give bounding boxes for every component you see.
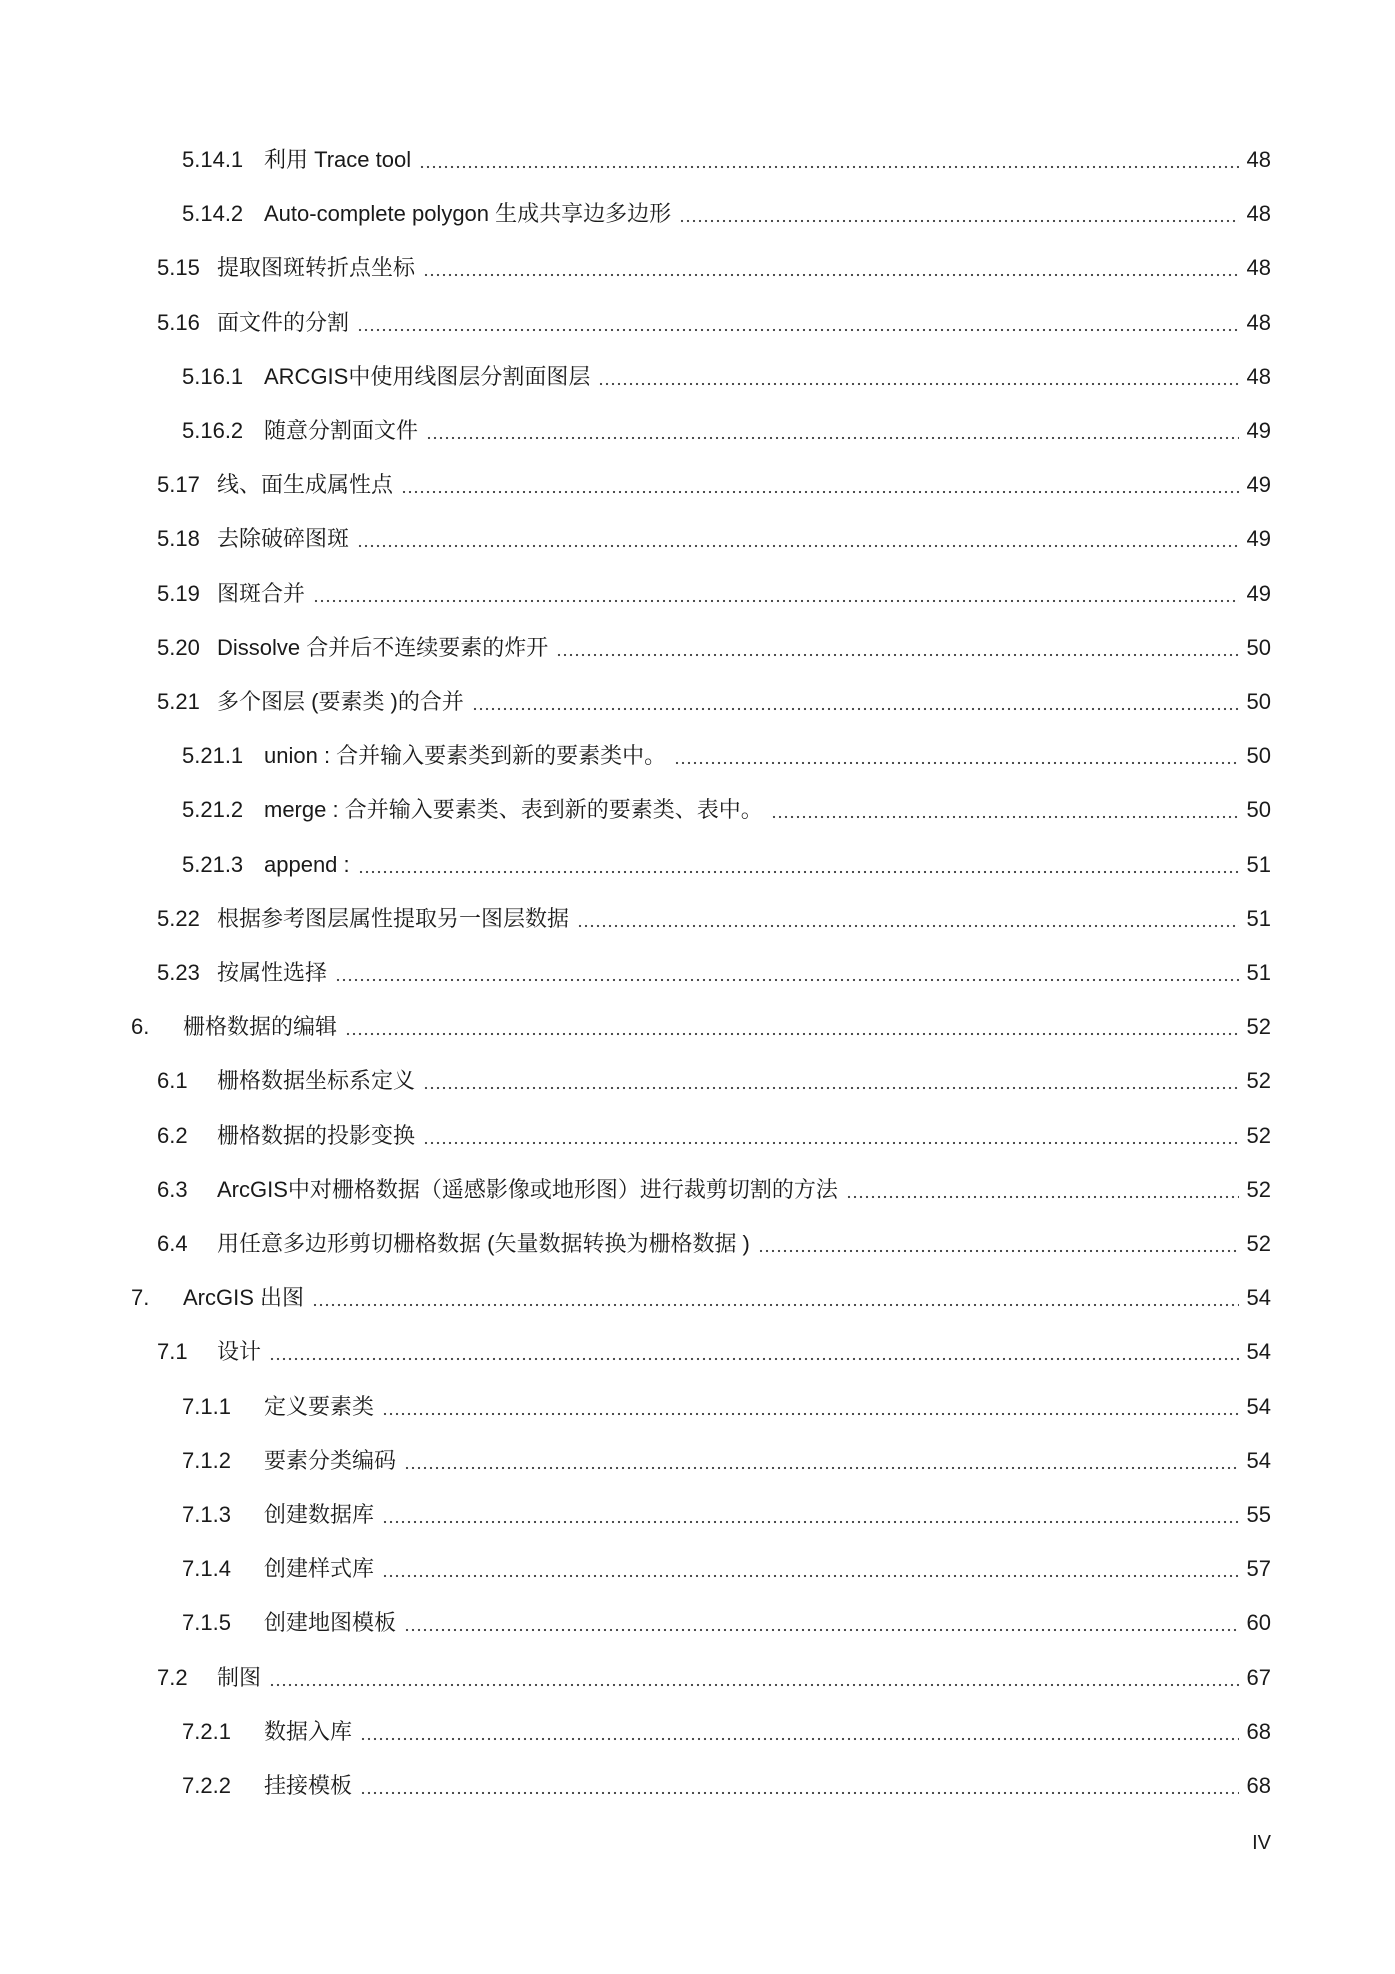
toc-entry-number: 6.2 [157, 1122, 188, 1148]
toc-entry[interactable] [157, 574, 1271, 614]
toc-entry[interactable] [157, 465, 1271, 505]
toc-entry-title: 用任意多边形剪切栅格数据 (矢量数据转换为栅格数据 ) [217, 1231, 750, 1256]
dot-leader [360, 1791, 1239, 1795]
toc-entry[interactable] [157, 899, 1271, 939]
toc-entry-number: 7.1 [157, 1339, 188, 1365]
toc-entry-page: 54 [1246, 1393, 1271, 1419]
toc-entry-title: 提取图斑转折点坐标 [217, 255, 416, 281]
toc-entry-title: 去除破碎图斑 [217, 526, 350, 552]
dot-leader [404, 1628, 1239, 1632]
toc-entry-title: 随意分割面文件 [264, 418, 419, 443]
toc-entry-number: 7.2.2 [182, 1773, 231, 1798]
toc-entry-page: 48 [1246, 363, 1271, 389]
toc-entry-title: 图斑合并 [217, 580, 306, 606]
toc-entry-page: 54 [1246, 1285, 1271, 1311]
toc-entry-number: 6. [131, 1014, 150, 1040]
toc-entry-number: 6.4 [157, 1231, 188, 1256]
toc-entry-page: 48 [1246, 255, 1271, 281]
toc-entry-number: 6.1 [157, 1068, 188, 1094]
toc-entry-number: 5.14.1 [182, 147, 244, 172]
toc-entry-title: 线、面生成属性点 [217, 472, 394, 498]
toc-entry-page: 51 [1246, 851, 1271, 877]
toc-entry-number: 7.1.3 [182, 1502, 231, 1527]
toc-entry-title: 创建数据库 [264, 1502, 375, 1527]
toc-entry-number: 5.21 [157, 689, 200, 714]
dot-leader [357, 328, 1239, 332]
toc-entry-page: 49 [1246, 580, 1271, 606]
toc-entry-title: Dissolve 合并后不连续要素的炸开 [217, 634, 549, 660]
toc-entry-title: 制图 [217, 1664, 262, 1690]
toc-entry-title: 定义要素类 [264, 1393, 375, 1419]
dot-leader [357, 544, 1239, 548]
dot-leader [423, 273, 1239, 277]
toc-entry-title: 挂接模板 [264, 1773, 353, 1798]
toc-entry-title: 栅格数据坐标系定义 [217, 1068, 416, 1094]
toc-entry[interactable] [182, 1495, 1271, 1535]
toc-entry[interactable] [182, 1441, 1271, 1481]
toc-entry-page: 48 [1246, 309, 1271, 335]
toc-entry-title: ArcGIS中对栅格数据（遥感影像或地形图）进行裁剪切割的方法 [217, 1176, 838, 1202]
dot-leader [771, 815, 1239, 819]
toc-entry-page: 57 [1246, 1556, 1271, 1582]
toc-entry[interactable] [182, 1712, 1271, 1752]
toc-entry-number: 5.16.1 [182, 363, 244, 389]
toc-entry-page: 52 [1246, 1122, 1271, 1148]
toc-entry-page: 50 [1246, 743, 1271, 769]
toc-entry-title: 栅格数据的投影变换 [217, 1122, 416, 1148]
toc-entry[interactable] [157, 682, 1271, 722]
dot-leader [758, 1249, 1239, 1253]
toc-entry-title: 创建样式库 [264, 1556, 375, 1582]
toc-entry-page: 48 [1246, 201, 1271, 227]
toc-entry-number: 7.2.1 [182, 1718, 231, 1744]
toc-entry-number: 7.1.5 [182, 1610, 231, 1636]
dot-leader [423, 1086, 1239, 1090]
toc-entry-page: 60 [1246, 1610, 1271, 1636]
toc-entry-number: 5.14.2 [182, 201, 244, 227]
toc-entry-title: union : 合并输入要素类到新的要素类中。 [264, 743, 667, 769]
dot-leader [472, 707, 1239, 711]
dot-leader [335, 978, 1239, 982]
toc-entry[interactable] [182, 1603, 1271, 1643]
toc-entry-title: 数据入库 [264, 1718, 353, 1744]
toc-entry[interactable] [157, 1061, 1271, 1101]
toc-entry-page: 51 [1246, 905, 1271, 931]
toc-entry-title: ArcGIS 出图 [183, 1285, 305, 1311]
toc-entry-page: 67 [1246, 1664, 1271, 1690]
toc-entry-page: 49 [1246, 418, 1271, 443]
dot-leader [401, 490, 1239, 494]
toc-entry-page: 54 [1246, 1339, 1271, 1365]
dot-leader [269, 1683, 1239, 1687]
dot-leader [577, 924, 1239, 928]
dot-leader [312, 1303, 1239, 1307]
toc-entry-number: 7.2 [157, 1664, 188, 1690]
toc-entry-page: 50 [1246, 689, 1271, 714]
toc-entry-title: 多个图层 (要素类 )的合并 [217, 689, 464, 714]
toc-entry-title: 根据参考图层属性提取另一图层数据 [217, 905, 570, 931]
toc-entry-number: 5.16.2 [182, 418, 244, 443]
toc-entry-number: 7.1.4 [182, 1556, 231, 1582]
toc-entry[interactable] [182, 1387, 1271, 1427]
toc-entry[interactable] [157, 519, 1271, 559]
toc-entry-number: 5.23 [157, 960, 200, 985]
dot-leader [404, 1466, 1239, 1470]
toc-entry-page: 68 [1246, 1718, 1271, 1744]
toc-entry-page: 55 [1246, 1502, 1271, 1527]
dot-leader [426, 436, 1239, 440]
toc-entry-number: 6.3 [157, 1176, 188, 1202]
toc-entry-number: 5.18 [157, 526, 200, 552]
toc-entry-number: 5.20 [157, 634, 200, 660]
toc-entry-title: 设计 [217, 1339, 262, 1365]
toc-entry[interactable] [182, 140, 1271, 180]
toc-entry[interactable] [182, 194, 1271, 234]
toc-entry-page: 54 [1246, 1447, 1271, 1473]
dot-leader [358, 870, 1239, 874]
toc-entry-title: 面文件的分割 [217, 309, 350, 335]
dot-leader [674, 761, 1239, 765]
dot-leader [382, 1574, 1239, 1578]
toc-entry[interactable] [157, 248, 1271, 288]
toc-entry-page: 48 [1246, 147, 1271, 172]
dot-leader [382, 1520, 1239, 1524]
toc-entry-title: 创建地图模板 [264, 1610, 397, 1636]
toc-entry-number: 5.15 [157, 255, 200, 281]
toc-entry[interactable] [131, 1007, 1271, 1047]
dot-leader [313, 599, 1239, 603]
toc-entry[interactable] [182, 790, 1271, 830]
toc-entry[interactable] [157, 1224, 1271, 1264]
toc-entry-title: append : [264, 851, 350, 877]
toc-entry-title: 栅格数据的编辑 [183, 1014, 338, 1040]
toc-entry-number: 5.22 [157, 905, 200, 931]
toc-entry-number: 5.17 [157, 472, 200, 498]
toc-entry-page: 50 [1246, 797, 1271, 823]
toc-entry[interactable] [157, 1116, 1271, 1156]
page-number: IV [1252, 1832, 1271, 1854]
toc-entry-number: 5.16 [157, 309, 200, 335]
toc-entry-number: 7.1.2 [182, 1447, 231, 1473]
toc-entry-page: 52 [1246, 1014, 1271, 1040]
toc-entry-page: 49 [1246, 472, 1271, 498]
toc-entry[interactable] [157, 1658, 1271, 1698]
dot-leader [419, 165, 1239, 169]
dot-leader [269, 1357, 1239, 1361]
toc-entry-title: 要素分类编码 [264, 1447, 397, 1473]
toc-entry-page: 52 [1246, 1068, 1271, 1094]
toc-entry-title: 按属性选择 [217, 960, 328, 985]
toc-entry[interactable] [182, 736, 1271, 776]
toc-entry[interactable] [157, 953, 1271, 993]
toc-entry-page: 50 [1246, 634, 1271, 660]
toc-entry-number: 7. [131, 1285, 150, 1311]
toc-entry-number: 5.21.3 [182, 851, 244, 877]
toc-entry-number: 7.1.1 [182, 1393, 231, 1419]
toc-entry[interactable] [182, 845, 1271, 885]
toc-entry[interactable] [182, 357, 1271, 397]
toc-entry[interactable] [131, 1278, 1271, 1318]
toc-entry-number: 5.21.2 [182, 797, 244, 823]
toc-entry[interactable] [157, 1332, 1271, 1372]
dot-leader [382, 1412, 1239, 1416]
toc-entry[interactable] [182, 1549, 1271, 1589]
dot-leader [556, 653, 1239, 657]
toc-entry-page: 49 [1246, 526, 1271, 552]
toc-entry-page: 51 [1246, 960, 1271, 985]
toc-entry[interactable] [157, 1170, 1271, 1210]
dot-leader [679, 219, 1239, 223]
dot-leader [598, 382, 1239, 386]
toc-entry-page: 68 [1246, 1773, 1271, 1798]
toc-entry-number: 5.21.1 [182, 743, 244, 769]
toc-entry-title: Auto-complete polygon 生成共享边多边形 [264, 201, 672, 227]
toc-entry-number: 5.19 [157, 580, 200, 606]
toc-entry-page: 52 [1246, 1231, 1271, 1256]
toc-entry-page: 52 [1246, 1176, 1271, 1202]
toc-entry-title: merge : 合并输入要素类、表到新的要素类、表中。 [264, 797, 763, 823]
toc-entry[interactable] [157, 303, 1271, 343]
toc-entry[interactable] [182, 1766, 1271, 1806]
toc-entry-title: 利用 Trace tool [264, 147, 412, 172]
dot-leader [345, 1032, 1239, 1036]
dot-leader [360, 1737, 1239, 1741]
toc-entry-title: ARCGIS中使用线图层分割面图层 [264, 363, 591, 389]
toc-entry[interactable] [157, 628, 1271, 668]
dot-leader [846, 1195, 1239, 1199]
toc-entry[interactable] [182, 411, 1271, 451]
dot-leader [423, 1141, 1239, 1145]
